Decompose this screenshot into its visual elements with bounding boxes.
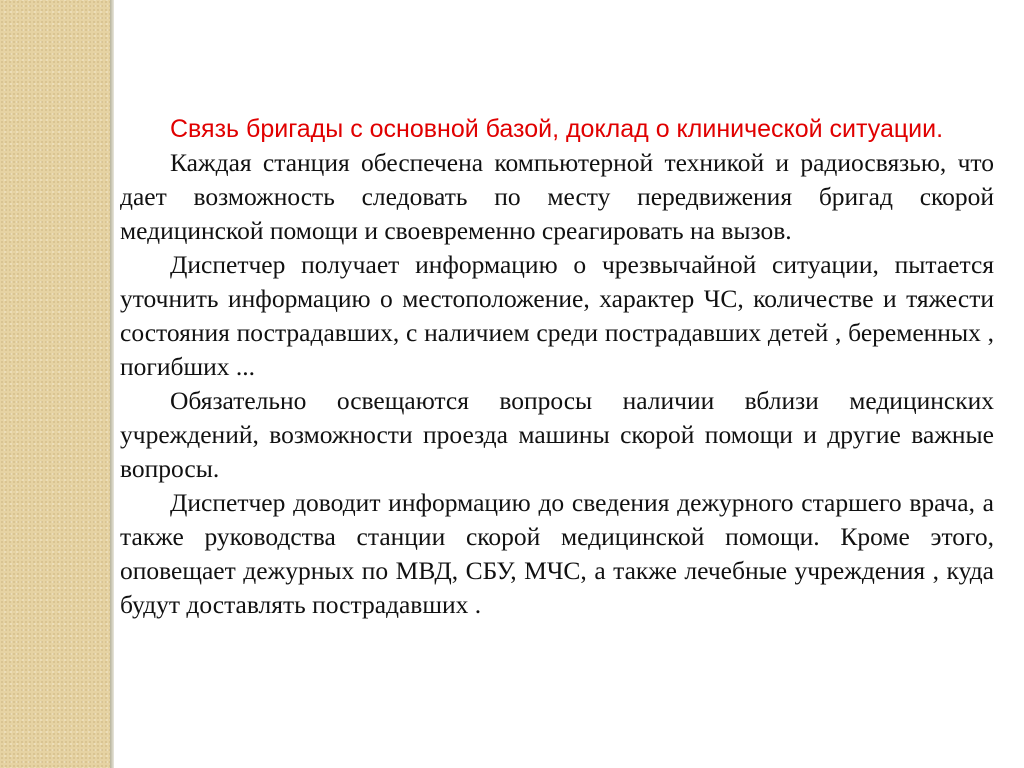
- side-band-edge: [110, 0, 114, 768]
- paragraph-questions: Обязательно освещаются вопросы наличии вблизи медицинских учреждений, возможности проезда машины скорой помощи и другие важные вопросы.: [120, 386, 994, 483]
- paragraph-notification: Диспетчер доводит информацию до сведения дежурного старшего врача, а также руководства станции скорой медицинской помощи. Кроме этого, оповещает дежурных по МВД, СБУ, МЧС, а также лечебные учреждения , куда будут доставлять пострадавших .: [120, 488, 994, 619]
- paragraph-equipment: Каждая станция обеспечена компьютерной техникой и радиосвязью, что дает возможность следовать по месту передвижения бригад скорой медицинской помощи и своевременно среагировать на вызов.: [120, 148, 994, 245]
- paragraph-dispatcher-info: Диспетчер получает информацию о чрезвычайной ситуации, пытается уточнить информацию о местоположение, характер ЧС, количестве и тяжести состояния пострадавших, с наличием среди пострадавших детей , беременных , погибших ...: [120, 250, 994, 381]
- slide-heading: Связь бригады с основной базой, доклад о клинической ситуации.: [170, 115, 944, 143]
- decorative-side-band: [0, 0, 110, 768]
- slide-text: [120, 112, 994, 622]
